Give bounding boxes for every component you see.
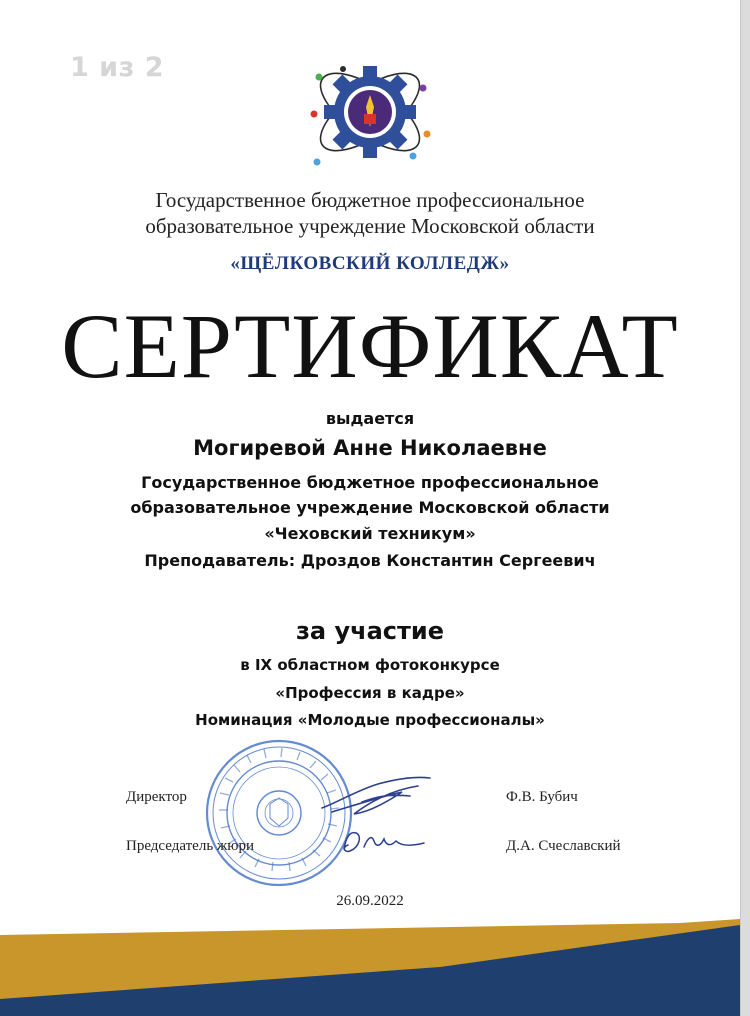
director-name: Ф.В. Бубич: [506, 789, 578, 805]
college-name: «ЩЁЛКОВСКИЙ КОЛЛЕДЖ»: [230, 253, 510, 274]
certificate-date: 26.09.2022: [336, 893, 404, 909]
jury-chair-name: Д.А. Счеславский: [506, 838, 621, 854]
contest-name: «Профессия в кадре»: [275, 684, 465, 702]
header-org-line-2: образовательное учреждение Московской области: [145, 214, 595, 238]
for-participation: за участие: [295, 617, 445, 645]
issued-label: выдается: [325, 409, 415, 428]
director-signature: [318, 772, 438, 822]
certificate-title: СЕРТИФИКАТ: [61, 295, 679, 397]
recipient-name: Могиревой Анне Николаевне: [193, 436, 547, 460]
contest-line: в IX областном фотоконкурсе: [240, 656, 500, 674]
nomination-line: Номинация «Молодые профессионалы»: [195, 711, 545, 729]
jury-chair-title: Председатель жюри: [126, 838, 255, 854]
college-logo: [305, 52, 435, 172]
recipient-org-line-1: Государственное бюджетное профессиональное: [141, 473, 599, 492]
teacher-line: Преподаватель: Дроздов Константин Сергеевич: [144, 551, 596, 570]
recipient-org-line-3: «Чеховский техникум»: [264, 524, 476, 543]
page-counter: 1 из 2: [70, 52, 164, 83]
header-org-line-1: Государственное бюджетное профессиональное: [155, 188, 585, 212]
director-title: Директор: [126, 789, 187, 805]
jury-signature: [338, 823, 430, 859]
recipient-org-line-2: образовательное учреждение Московской области: [130, 498, 610, 517]
decorative-bottom-bands: [0, 915, 740, 1016]
